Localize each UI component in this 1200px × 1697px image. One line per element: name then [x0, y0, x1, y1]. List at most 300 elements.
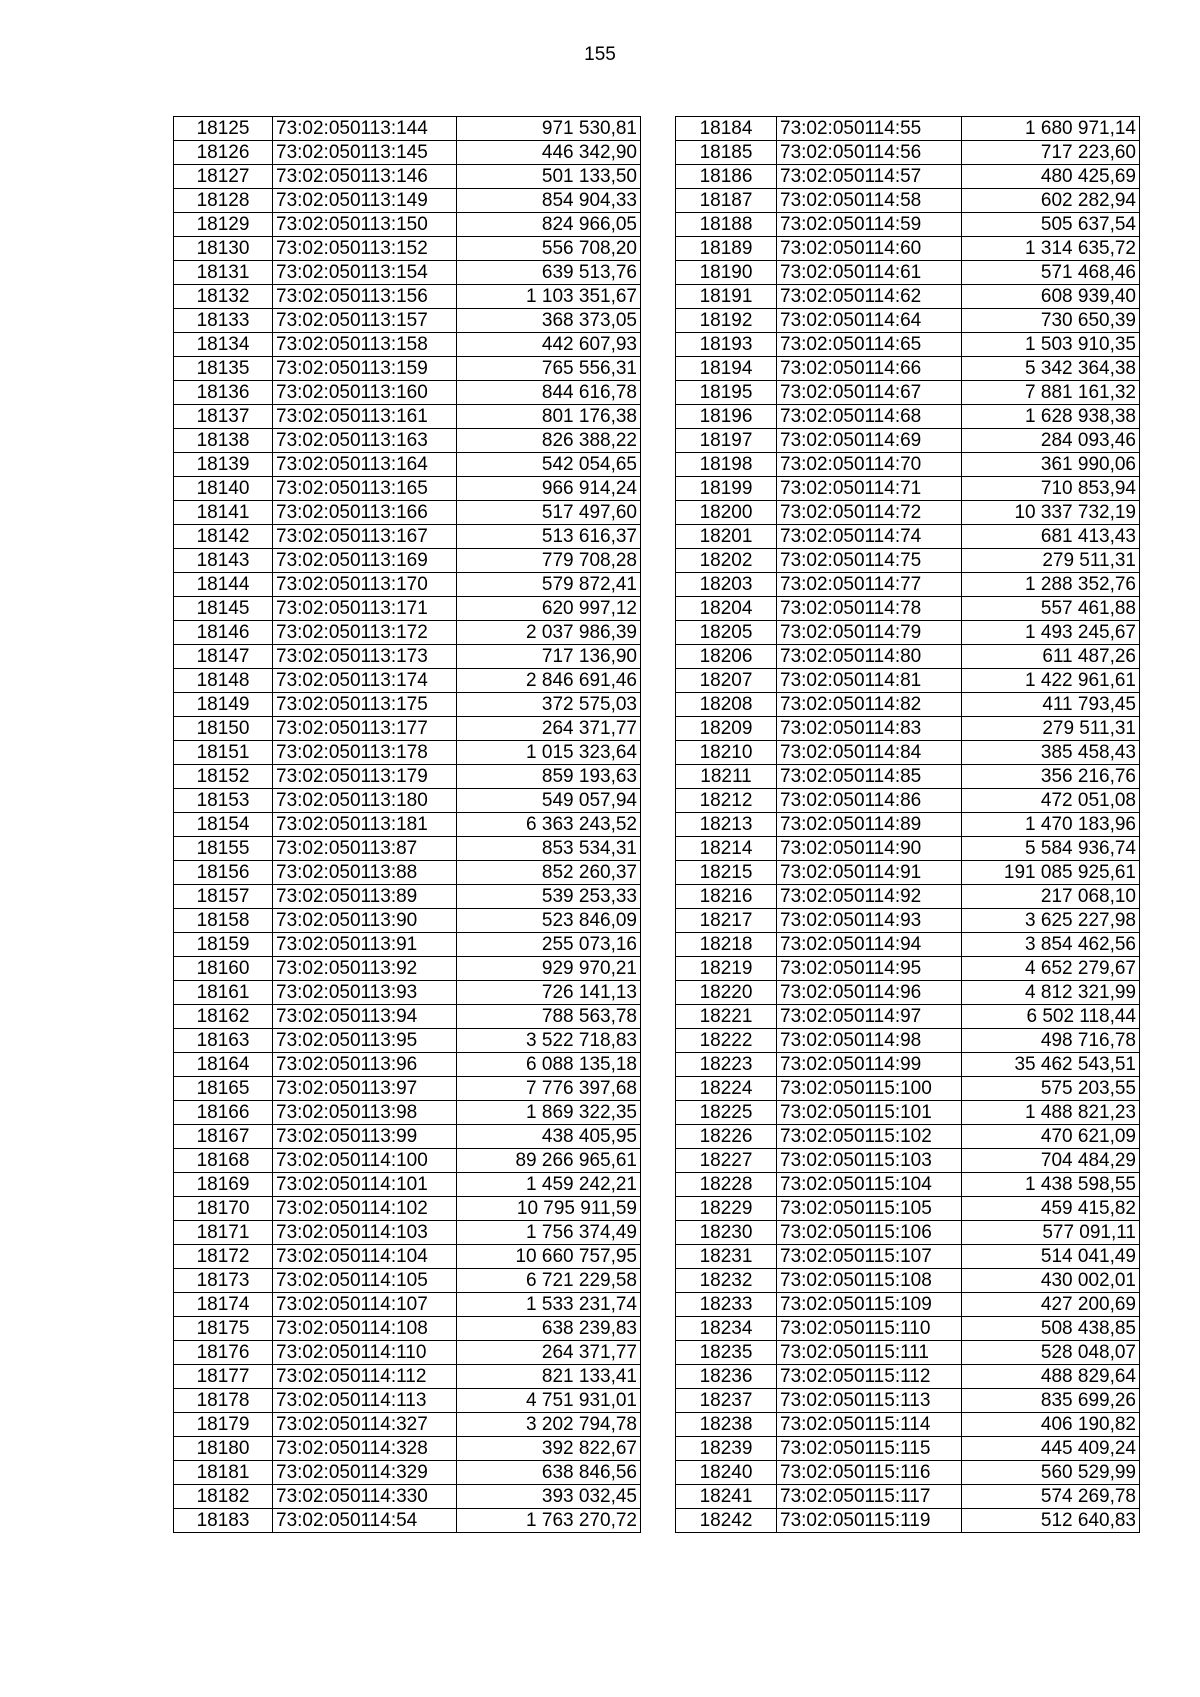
row-number-cell: 18237 — [676, 1389, 777, 1413]
cadastral-number-cell: 73:02:050113:87 — [273, 837, 457, 861]
row-number-cell: 18183 — [174, 1509, 273, 1533]
cadastral-number-cell: 73:02:050114:70 — [777, 453, 962, 477]
row-number-cell: 18195 — [676, 381, 777, 405]
cadastral-value-cell: 824 966,05 — [457, 213, 641, 237]
cadastral-value-cell: 726 141,13 — [457, 981, 641, 1005]
table-row — [174, 1269, 641, 1293]
cadastral-value-cell: 577 091,11 — [962, 1221, 1140, 1245]
table-row — [676, 1125, 1140, 1149]
table-row — [676, 1485, 1140, 1509]
cadastral-value-cell: 4 751 931,01 — [457, 1389, 641, 1413]
row-number-cell: 18162 — [174, 1005, 273, 1029]
cadastral-value-cell: 427 200,69 — [962, 1293, 1140, 1317]
cadastral-value-cell: 528 048,07 — [962, 1341, 1140, 1365]
cadastral-value-cell: 929 970,21 — [457, 957, 641, 981]
table-row — [174, 957, 641, 981]
cadastral-value-cell: 826 388,22 — [457, 429, 641, 453]
cadastral-value-cell: 571 468,46 — [962, 261, 1140, 285]
cadastral-number-cell: 73:02:050114:57 — [777, 165, 962, 189]
table-row — [174, 1005, 641, 1029]
row-number-cell: 18225 — [676, 1101, 777, 1125]
table-row — [174, 189, 641, 213]
row-number-cell: 18144 — [174, 573, 273, 597]
cadastral-number-cell: 73:02:050115:115 — [777, 1437, 962, 1461]
cadastral-number-cell: 73:02:050114:330 — [273, 1485, 457, 1509]
table-row — [676, 717, 1140, 741]
table-row — [174, 789, 641, 813]
row-number-cell: 18222 — [676, 1029, 777, 1053]
cadastral-value-cell: 788 563,78 — [457, 1005, 641, 1029]
row-number-cell: 18133 — [174, 309, 273, 333]
cadastral-number-cell: 73:02:050114:77 — [777, 573, 962, 597]
table-row — [174, 525, 641, 549]
cadastral-number-cell: 73:02:050114:59 — [777, 213, 962, 237]
row-number-cell: 18187 — [676, 189, 777, 213]
cadastral-value-cell: 1 422 961,61 — [962, 669, 1140, 693]
table-row — [676, 117, 1140, 141]
cadastral-value-cell: 6 502 118,44 — [962, 1005, 1140, 1029]
cadastral-number-cell: 73:02:050113:150 — [273, 213, 457, 237]
cadastral-number-cell: 73:02:050114:92 — [777, 885, 962, 909]
table-row — [174, 861, 641, 885]
table-row — [174, 1245, 641, 1269]
cadastral-number-cell: 73:02:050114:75 — [777, 549, 962, 573]
cadastral-number-cell: 73:02:050113:180 — [273, 789, 457, 813]
table-row — [676, 381, 1140, 405]
cadastral-value-cell: 717 136,90 — [457, 645, 641, 669]
table-row — [676, 549, 1140, 573]
table-row — [174, 1197, 641, 1221]
cadastral-number-cell: 73:02:050113:172 — [273, 621, 457, 645]
cadastral-value-cell: 508 438,85 — [962, 1317, 1140, 1341]
table-row — [174, 549, 641, 573]
cadastral-value-cell: 574 269,78 — [962, 1485, 1140, 1509]
table-row — [676, 693, 1140, 717]
table-row — [676, 1461, 1140, 1485]
cadastral-value-cell: 971 530,81 — [457, 117, 641, 141]
cadastral-value-cell: 406 190,82 — [962, 1413, 1140, 1437]
cadastral-value-cell: 7 881 161,32 — [962, 381, 1140, 405]
table-row — [676, 309, 1140, 333]
row-number-cell: 18172 — [174, 1245, 273, 1269]
cadastral-value-cell: 3 854 462,56 — [962, 933, 1140, 957]
row-number-cell: 18186 — [676, 165, 777, 189]
table-row — [676, 669, 1140, 693]
cadastral-value-cell: 844 616,78 — [457, 381, 641, 405]
row-number-cell: 18151 — [174, 741, 273, 765]
cadastral-value-cell: 710 853,94 — [962, 477, 1140, 501]
cadastral-value-cell: 579 872,41 — [457, 573, 641, 597]
row-number-cell: 18234 — [676, 1317, 777, 1341]
row-number-cell: 18182 — [174, 1485, 273, 1509]
row-number-cell: 18163 — [174, 1029, 273, 1053]
cadastral-number-cell: 73:02:050113:170 — [273, 573, 457, 597]
row-number-cell: 18213 — [676, 813, 777, 837]
cadastral-number-cell: 73:02:050114:69 — [777, 429, 962, 453]
table-row — [676, 261, 1140, 285]
cadastral-value-cell: 372 575,03 — [457, 693, 641, 717]
row-number-cell: 18218 — [676, 933, 777, 957]
cadastral-value-cell: 681 413,43 — [962, 525, 1140, 549]
cadastral-value-cell: 638 846,56 — [457, 1461, 641, 1485]
table-row — [174, 741, 641, 765]
cadastral-number-cell: 73:02:050114:113 — [273, 1389, 457, 1413]
table-row — [676, 909, 1140, 933]
table-row — [676, 837, 1140, 861]
table-row — [676, 165, 1140, 189]
row-number-cell: 18184 — [676, 117, 777, 141]
cadastral-number-cell: 73:02:050115:116 — [777, 1461, 962, 1485]
table-row — [676, 789, 1140, 813]
cadastral-number-cell: 73:02:050115:113 — [777, 1389, 962, 1413]
cadastral-value-cell: 542 054,65 — [457, 453, 641, 477]
table-row — [174, 429, 641, 453]
row-number-cell: 18147 — [174, 645, 273, 669]
cadastral-value-cell: 730 650,39 — [962, 309, 1140, 333]
table-row — [174, 117, 641, 141]
row-number-cell: 18215 — [676, 861, 777, 885]
row-number-cell: 18140 — [174, 477, 273, 501]
row-number-cell: 18158 — [174, 909, 273, 933]
table-row — [174, 933, 641, 957]
table-row — [174, 309, 641, 333]
cadastral-value-cell: 513 616,37 — [457, 525, 641, 549]
table-row — [676, 1149, 1140, 1173]
cadastral-value-cell: 279 511,31 — [962, 549, 1140, 573]
cadastral-value-cell: 717 223,60 — [962, 141, 1140, 165]
cadastral-number-cell: 73:02:050115:106 — [777, 1221, 962, 1245]
cadastral-number-cell: 73:02:050113:165 — [273, 477, 457, 501]
table-row — [174, 813, 641, 837]
cadastral-number-cell: 73:02:050114:85 — [777, 765, 962, 789]
cadastral-value-cell: 284 093,46 — [962, 429, 1140, 453]
row-number-cell: 18126 — [174, 141, 273, 165]
cadastral-number-cell: 73:02:050113:166 — [273, 501, 457, 525]
row-number-cell: 18217 — [676, 909, 777, 933]
cadastral-number-cell: 73:02:050113:91 — [273, 933, 457, 957]
row-number-cell: 18204 — [676, 597, 777, 621]
cadastral-number-cell: 73:02:050115:108 — [777, 1269, 962, 1293]
row-number-cell: 18229 — [676, 1197, 777, 1221]
cadastral-number-cell: 73:02:050114:90 — [777, 837, 962, 861]
row-number-cell: 18157 — [174, 885, 273, 909]
table-row — [676, 1437, 1140, 1461]
cadastral-value-cell: 1 503 910,35 — [962, 333, 1140, 357]
cadastral-number-cell: 73:02:050114:101 — [273, 1173, 457, 1197]
cadastral-number-cell: 73:02:050113:179 — [273, 765, 457, 789]
cadastral-value-cell: 35 462 543,51 — [962, 1053, 1140, 1077]
cadastral-number-cell: 73:02:050114:86 — [777, 789, 962, 813]
cadastral-value-cell: 2 037 986,39 — [457, 621, 641, 645]
table-row — [676, 981, 1140, 1005]
cadastral-value-cell: 393 032,45 — [457, 1485, 641, 1509]
row-number-cell: 18227 — [676, 1149, 777, 1173]
cadastral-value-cell: 356 216,76 — [962, 765, 1140, 789]
row-number-cell: 18174 — [174, 1293, 273, 1317]
row-number-cell: 18130 — [174, 237, 273, 261]
table-row — [174, 1317, 641, 1341]
row-number-cell: 18221 — [676, 1005, 777, 1029]
table-row — [174, 765, 641, 789]
row-number-cell: 18240 — [676, 1461, 777, 1485]
table-row — [676, 525, 1140, 549]
cadastral-number-cell: 73:02:050113:177 — [273, 717, 457, 741]
cadastral-number-cell: 73:02:050113:94 — [273, 1005, 457, 1029]
row-number-cell: 18228 — [676, 1173, 777, 1197]
cadastral-value-cell: 1 438 598,55 — [962, 1173, 1140, 1197]
cadastral-number-cell: 73:02:050113:158 — [273, 333, 457, 357]
cadastral-value-cell: 1 763 270,72 — [457, 1509, 641, 1533]
cadastral-value-cell: 514 041,49 — [962, 1245, 1140, 1269]
cadastral-value-cell: 264 371,77 — [457, 1341, 641, 1365]
cadastral-number-cell: 73:02:050114:71 — [777, 477, 962, 501]
table-row — [174, 621, 641, 645]
cadastral-value-cell: 385 458,43 — [962, 741, 1140, 765]
cadastral-number-cell: 73:02:050114:97 — [777, 1005, 962, 1029]
cadastral-value-cell: 575 203,55 — [962, 1077, 1140, 1101]
table-row — [174, 1413, 641, 1437]
cadastral-value-cell: 411 793,45 — [962, 693, 1140, 717]
cadastral-value-cell: 5 342 364,38 — [962, 357, 1140, 381]
row-number-cell: 18192 — [676, 309, 777, 333]
cadastral-number-cell: 73:02:050114:62 — [777, 285, 962, 309]
page-number: 155 — [584, 44, 616, 65]
row-number-cell: 18223 — [676, 1053, 777, 1077]
table-row — [676, 1101, 1140, 1125]
cadastral-number-cell: 73:02:050113:96 — [273, 1053, 457, 1077]
table-row — [174, 1293, 641, 1317]
cadastral-value-cell: 361 990,06 — [962, 453, 1140, 477]
cadastral-value-cell: 560 529,99 — [962, 1461, 1140, 1485]
row-number-cell: 18203 — [676, 573, 777, 597]
table-row — [174, 477, 641, 501]
cadastral-number-cell: 73:02:050113:169 — [273, 549, 457, 573]
row-number-cell: 18212 — [676, 789, 777, 813]
row-number-cell: 18161 — [174, 981, 273, 1005]
table-row — [676, 1245, 1140, 1269]
row-number-cell: 18135 — [174, 357, 273, 381]
row-number-cell: 18142 — [174, 525, 273, 549]
cadastral-number-cell: 73:02:050114:105 — [273, 1269, 457, 1293]
cadastral-value-cell: 1 680 971,14 — [962, 117, 1140, 141]
cadastral-value-cell: 765 556,31 — [457, 357, 641, 381]
table-row — [174, 357, 641, 381]
table-row — [676, 237, 1140, 261]
cadastral-number-cell: 73:02:050115:102 — [777, 1125, 962, 1149]
cadastral-number-cell: 73:02:050113:89 — [273, 885, 457, 909]
row-number-cell: 18235 — [676, 1341, 777, 1365]
table-row — [676, 453, 1140, 477]
table-row — [676, 813, 1140, 837]
cadastral-number-cell: 73:02:050113:181 — [273, 813, 457, 837]
row-number-cell: 18176 — [174, 1341, 273, 1365]
table-row — [676, 885, 1140, 909]
cadastral-value-cell: 512 640,83 — [962, 1509, 1140, 1533]
row-number-cell: 18143 — [174, 549, 273, 573]
row-number-cell: 18166 — [174, 1101, 273, 1125]
row-number-cell: 18226 — [676, 1125, 777, 1149]
row-number-cell: 18141 — [174, 501, 273, 525]
cadastral-value-cell: 2 846 691,46 — [457, 669, 641, 693]
row-number-cell: 18153 — [174, 789, 273, 813]
row-number-cell: 18210 — [676, 741, 777, 765]
cadastral-number-cell: 73:02:050115:105 — [777, 1197, 962, 1221]
table-row — [676, 357, 1140, 381]
row-number-cell: 18242 — [676, 1509, 777, 1533]
table-row — [676, 1509, 1140, 1533]
row-number-cell: 18136 — [174, 381, 273, 405]
table-row — [676, 765, 1140, 789]
row-number-cell: 18159 — [174, 933, 273, 957]
cadastral-value-cell: 488 829,64 — [962, 1365, 1140, 1389]
row-number-cell: 18128 — [174, 189, 273, 213]
cadastral-value-cell: 472 051,08 — [962, 789, 1140, 813]
row-number-cell: 18216 — [676, 885, 777, 909]
cadastral-number-cell: 73:02:050114:64 — [777, 309, 962, 333]
row-number-cell: 18207 — [676, 669, 777, 693]
table-row — [676, 285, 1140, 309]
table-row — [676, 741, 1140, 765]
cadastral-value-cell: 801 176,38 — [457, 405, 641, 429]
cadastral-number-cell: 73:02:050115:117 — [777, 1485, 962, 1509]
cadastral-number-cell: 73:02:050113:99 — [273, 1125, 457, 1149]
cadastral-value-cell: 10 337 732,19 — [962, 501, 1140, 525]
table-row — [174, 1149, 641, 1173]
table-row — [174, 285, 641, 309]
table-row — [174, 165, 641, 189]
cadastral-number-cell: 73:02:050113:160 — [273, 381, 457, 405]
row-number-cell: 18179 — [174, 1413, 273, 1437]
row-number-cell: 18239 — [676, 1437, 777, 1461]
cadastral-number-cell: 73:02:050113:145 — [273, 141, 457, 165]
cadastral-number-cell: 73:02:050113:152 — [273, 237, 457, 261]
table-row — [174, 213, 641, 237]
cadastral-number-cell: 73:02:050115:109 — [777, 1293, 962, 1317]
row-number-cell: 18224 — [676, 1077, 777, 1101]
cadastral-number-cell: 73:02:050114:98 — [777, 1029, 962, 1053]
cadastral-value-cell: 505 637,54 — [962, 213, 1140, 237]
cadastral-number-cell: 73:02:050113:159 — [273, 357, 457, 381]
table-row — [174, 1389, 641, 1413]
cadastral-number-cell: 73:02:050114:327 — [273, 1413, 457, 1437]
row-number-cell: 18134 — [174, 333, 273, 357]
table-row — [174, 909, 641, 933]
table-row — [174, 237, 641, 261]
cadastral-value-cell: 611 487,26 — [962, 645, 1140, 669]
table-row — [174, 597, 641, 621]
cadastral-number-cell: 73:02:050114:65 — [777, 333, 962, 357]
row-number-cell: 18197 — [676, 429, 777, 453]
table-row — [174, 1029, 641, 1053]
table-row — [676, 1173, 1140, 1197]
cadastral-value-cell: 779 708,28 — [457, 549, 641, 573]
cadastral-value-cell: 1 314 635,72 — [962, 237, 1140, 261]
table-row — [174, 717, 641, 741]
table-row — [676, 933, 1140, 957]
cadastral-value-cell: 89 266 965,61 — [457, 1149, 641, 1173]
cadastral-number-cell: 73:02:050114:102 — [273, 1197, 457, 1221]
row-number-cell: 18148 — [174, 669, 273, 693]
cadastral-value-cell: 438 405,95 — [457, 1125, 641, 1149]
table-row — [174, 1461, 641, 1485]
row-number-cell: 18209 — [676, 717, 777, 741]
cadastral-value-cell: 442 607,93 — [457, 333, 641, 357]
cadastral-value-cell: 835 699,26 — [962, 1389, 1140, 1413]
table-row — [174, 1341, 641, 1365]
cadastral-number-cell: 73:02:050114:110 — [273, 1341, 457, 1365]
row-number-cell: 18206 — [676, 645, 777, 669]
table-row — [676, 213, 1140, 237]
cadastral-number-cell: 73:02:050113:92 — [273, 957, 457, 981]
cadastral-value-cell: 1 103 351,67 — [457, 285, 641, 309]
cadastral-value-cell: 1 470 183,96 — [962, 813, 1140, 837]
row-number-cell: 18208 — [676, 693, 777, 717]
row-number-cell: 18231 — [676, 1245, 777, 1269]
cadastral-number-cell: 73:02:050113:161 — [273, 405, 457, 429]
cadastral-value-cell: 501 133,50 — [457, 165, 641, 189]
cadastral-value-cell: 523 846,09 — [457, 909, 641, 933]
table-row — [174, 1221, 641, 1245]
cadastral-number-cell: 73:02:050115:100 — [777, 1077, 962, 1101]
cadastral-value-cell: 5 584 936,74 — [962, 837, 1140, 861]
row-number-cell: 18191 — [676, 285, 777, 309]
table-row — [676, 861, 1140, 885]
row-number-cell: 18180 — [174, 1437, 273, 1461]
cadastral-value-cell: 470 621,09 — [962, 1125, 1140, 1149]
cadastral-value-cell: 859 193,63 — [457, 765, 641, 789]
row-number-cell: 18125 — [174, 117, 273, 141]
cadastral-number-cell: 73:02:050114:94 — [777, 933, 962, 957]
cadastral-number-cell: 73:02:050114:66 — [777, 357, 962, 381]
row-number-cell: 18193 — [676, 333, 777, 357]
row-number-cell: 18200 — [676, 501, 777, 525]
row-number-cell: 18177 — [174, 1365, 273, 1389]
table-row — [174, 885, 641, 909]
table-row — [174, 645, 641, 669]
cadastral-number-cell: 73:02:050113:171 — [273, 597, 457, 621]
row-number-cell: 18196 — [676, 405, 777, 429]
row-number-cell: 18211 — [676, 765, 777, 789]
cadastral-number-cell: 73:02:050114:60 — [777, 237, 962, 261]
cadastral-number-cell: 73:02:050114:72 — [777, 501, 962, 525]
cadastral-value-cell: 704 484,29 — [962, 1149, 1140, 1173]
cadastral-value-cell: 620 997,12 — [457, 597, 641, 621]
row-number-cell: 18132 — [174, 285, 273, 309]
cadastral-value-cell: 430 002,01 — [962, 1269, 1140, 1293]
table-row — [676, 501, 1140, 525]
table-row — [174, 453, 641, 477]
table-row — [676, 957, 1140, 981]
table-row — [676, 1005, 1140, 1029]
cadastral-number-cell: 73:02:050115:114 — [777, 1413, 962, 1437]
table-row — [174, 261, 641, 285]
table-row — [676, 405, 1140, 429]
cadastral-number-cell: 73:02:050114:83 — [777, 717, 962, 741]
cadastral-number-cell: 73:02:050114:55 — [777, 117, 962, 141]
table-row — [174, 837, 641, 861]
table-row — [676, 1413, 1140, 1437]
cadastral-value-cell: 264 371,77 — [457, 717, 641, 741]
cadastral-number-cell: 73:02:050114:96 — [777, 981, 962, 1005]
cadastral-number-cell: 73:02:050115:103 — [777, 1149, 962, 1173]
cadastral-number-cell: 73:02:050114:68 — [777, 405, 962, 429]
cadastral-value-cell: 279 511,31 — [962, 717, 1140, 741]
cadastral-value-cell: 446 342,90 — [457, 141, 641, 165]
row-number-cell: 18190 — [676, 261, 777, 285]
row-number-cell: 18167 — [174, 1125, 273, 1149]
cadastral-number-cell: 73:02:050113:156 — [273, 285, 457, 309]
table-row — [174, 1365, 641, 1389]
